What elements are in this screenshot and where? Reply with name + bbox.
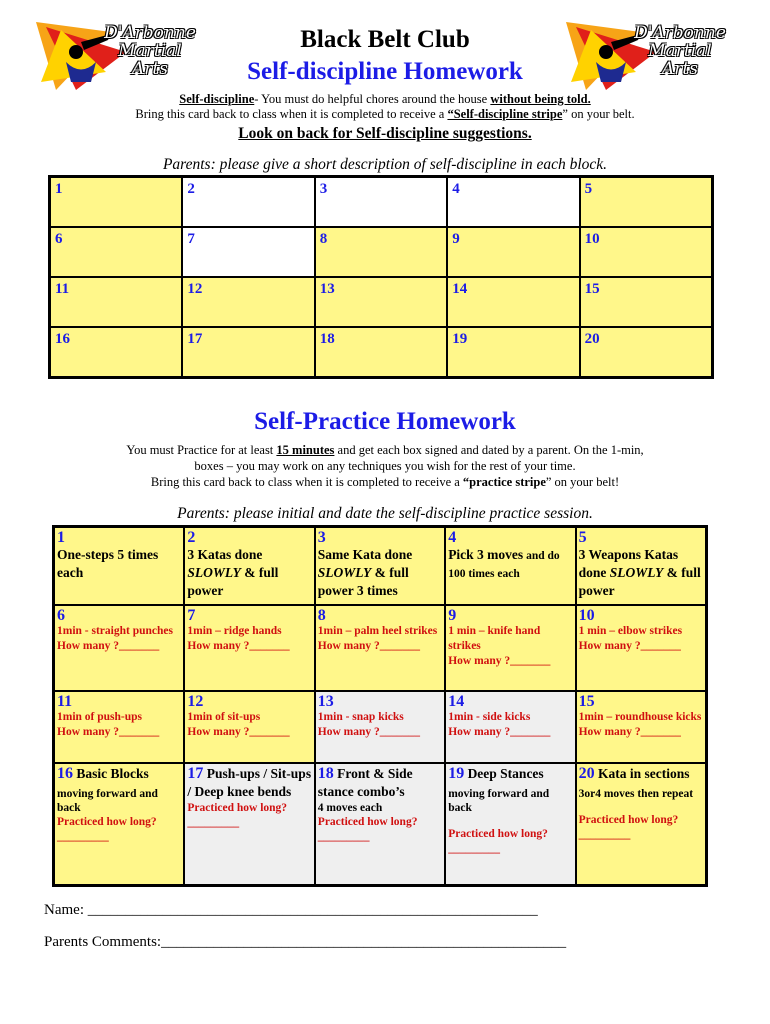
discipline-block[interactable]: 1 (50, 177, 182, 227)
discipline-block[interactable]: 17 (182, 327, 314, 377)
discipline-block[interactable]: 3 (315, 177, 447, 227)
discipline-block[interactable]: 13 (315, 277, 447, 327)
discipline-block[interactable]: 9 (447, 227, 579, 277)
discipline-block[interactable]: 6 (50, 227, 182, 277)
discipline-block[interactable]: 10 (580, 227, 712, 277)
practice-cell[interactable]: 1 One-steps 5 times each (54, 527, 184, 605)
practice-cell[interactable]: 5 3 Weapons Katas done SLOWLY & full power (576, 527, 706, 605)
practice-cell[interactable]: 11 1min of push-ups How many ?_______ (54, 691, 184, 763)
practice-cell[interactable]: 19 Deep Stances moving forward and back Practiced how long? _________ (445, 763, 575, 885)
discipline-block[interactable]: 12 (182, 277, 314, 327)
practice-cell[interactable]: 7 1min – ridge hands How many ?_______ (184, 605, 314, 691)
name-field[interactable]: Name: ____________________________________________________________ (44, 902, 538, 918)
practice-cell[interactable]: 3 Same Kata done SLOWLY & full power 3 times (315, 527, 445, 605)
practice-cell[interactable]: 16 Basic Blocks moving forward and back Practiced how long? _________ (54, 763, 184, 885)
practice-cell[interactable]: 20 Kata in sections 3or4 moves then repeat Practiced how long? _________ (576, 763, 706, 885)
logo-text: D'Arbonne Martial Arts (634, 23, 726, 79)
discipline-block[interactable]: 14 (447, 277, 579, 327)
discipline-block[interactable]: 2 (182, 177, 314, 227)
parents-comments-field[interactable]: Parents Comments:______________________________________________________ (44, 934, 567, 950)
practice-cell[interactable]: 14 1min - side kicks How many ?_______ (445, 691, 575, 763)
discipline-block[interactable]: 4 (447, 177, 579, 227)
discipline-block[interactable]: 7 (182, 227, 314, 277)
parents-note-1: Parents: please give a short description of self-discipline in each block. (162, 156, 608, 173)
practice-line-1: You must Practice for at least 15 minutes and get each box signed and dated by a parent. On the 1-min, (126, 443, 644, 457)
logo-text: D'Arbonne Martial Arts (104, 23, 196, 79)
practice-line-3: Bring this card back to class when it is completed to receive a “practice stripe” on your belt! (150, 475, 620, 489)
practice-cell[interactable]: 10 1 min – elbow strikes How many ?_______ (576, 605, 706, 691)
practice-cell[interactable]: 15 1min – roundhouse kicks How many ?_______ (576, 691, 706, 763)
practice-title: Self-Practice Homework (254, 408, 516, 435)
practice-cell[interactable]: 4 Pick 3 moves and do 100 times each (445, 527, 575, 605)
practice-cell[interactable]: 12 1min of sit-ups How many ?_______ (184, 691, 314, 763)
discipline-block[interactable]: 16 (50, 327, 182, 377)
discipline-block[interactable]: 8 (315, 227, 447, 277)
practice-cell[interactable]: 13 1min - snap kicks How many ?_______ (315, 691, 445, 763)
practice-cell[interactable]: 2 3 Katas done SLOWLY & full power (184, 527, 314, 605)
intro-line-2: Bring this card back to class when it is completed to receive a “Self-discipline stripe” on your belt. (135, 107, 635, 121)
self-discipline-grid (48, 175, 714, 379)
page-subtitle: Self-discipline Homework (247, 58, 523, 85)
discipline-block[interactable]: 18 (315, 327, 447, 377)
discipline-block[interactable]: 20 (580, 327, 712, 377)
discipline-block[interactable]: 5 (580, 177, 712, 227)
discipline-block[interactable]: 15 (580, 277, 712, 327)
parents-note-2: Parents: please initial and date the self-discipline practice session. (177, 505, 593, 522)
practice-cell[interactable]: 9 1 min – knife hand strikes How many ?_______ (445, 605, 575, 691)
practice-cell[interactable]: 17 Push-ups / Sit-ups / Deep knee bends Practiced how long? _________ (184, 763, 314, 885)
practice-cell[interactable]: 8 1min – palm heel strikes How many ?_______ (315, 605, 445, 691)
intro-line-1: Self-discipline- You must do helpful chores around the house without being told. (179, 92, 591, 106)
practice-line-2: boxes – you may work on any techniques you wish for the rest of your time. (194, 459, 576, 473)
practice-cell[interactable]: 6 1min - straight punches How many ?_______ (54, 605, 184, 691)
practice-cell[interactable]: 18 Front & Side stance combo’s 4 moves each Practiced how long? _________ (315, 763, 445, 885)
discipline-block[interactable]: 11 (50, 277, 182, 327)
look-back-heading: Look on back for Self-discipline suggestions. (238, 125, 532, 142)
practice-grid (52, 525, 708, 887)
page-title: Black Belt Club (300, 26, 470, 53)
discipline-block[interactable]: 19 (447, 327, 579, 377)
